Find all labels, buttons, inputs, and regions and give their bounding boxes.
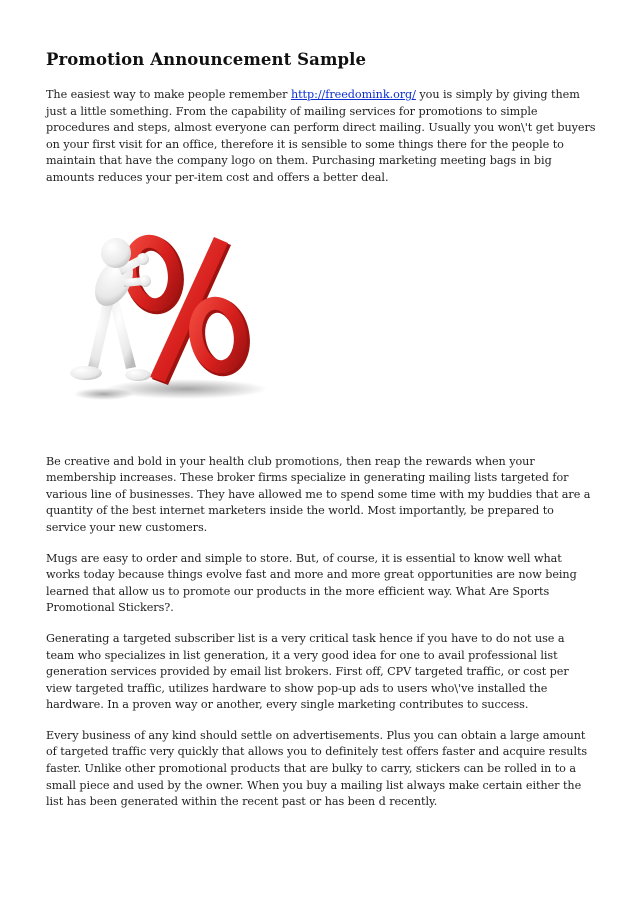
freedomink-link[interactable]: http://freedomink.org/ <box>290 88 416 101</box>
pushing-figure <box>70 238 151 381</box>
paragraph-1-text-after-link: you is simply by giving them just a little something. From the capability of mailing services for promotions to simple procedures and steps, almost everyone can perform direct mailing. Usually you won\'t get buyers on your first visit for an office, therefore it is sensible to some things there for the people to maintain that have the company logo on them. Purchasing marketing meeting bags in big amounts reduces your per-item cost and offers a better deal. <box>46 88 596 184</box>
person-pushing-percent-sign-icon <box>46 217 266 427</box>
paragraph-2: Be creative and bold in your health club promotions, then reap the rewards when your membership increases. These broker firms specialize in generating mailing lists targeted for various line of businesses. They have allowed me to spend some time with my buddies that are a quantity of the best internet marketers inside the world. Most importantly, be prepared to service your new customers. <box>46 454 591 534</box>
document-page <box>46 50 596 825</box>
paragraph-4: Generating a targeted subscriber list is a very critical task hence if you have to do not use a team who specializes in list generation, it a very good idea for one to avail professional list generation services provided by email list brokers. First off, CPV targeted traffic, or cost per view targeted traffic, utilizes hardware to show pop-up ads to users who\'ve installed the hardware. In a proven way or another, every single marketing contributes to success. <box>46 631 569 712</box>
page-title: Promotion Announcement Sample <box>46 50 367 69</box>
paragraph-5: Every business of any kind should settle on advertisements. Plus you can obtain a large amount of targeted traffic very quickly that allows you to definitely test offers faster and acquire results faster. Unlike other promotional products that are bulky to carry, stickers can be rolled in to a small piece and used by the owner. When you buy a mailing list always make certain either the list has been generated within the recent past or has been d recently. <box>46 728 588 809</box>
promotion-illustration <box>46 217 596 427</box>
paragraph-1 <box>46 87 596 187</box>
paragraph-1-text-before-link: The easiest way to make people remember <box>46 88 291 101</box>
paragraph-3: Mugs are easy to order and simple to store. But, of course, it is essential to know well what works today because things evolve fast and more and more great opportunities are now being learned that allow us to promote our products in the more efficient way. What Are Sports Promotional Stickers?. <box>46 551 577 615</box>
